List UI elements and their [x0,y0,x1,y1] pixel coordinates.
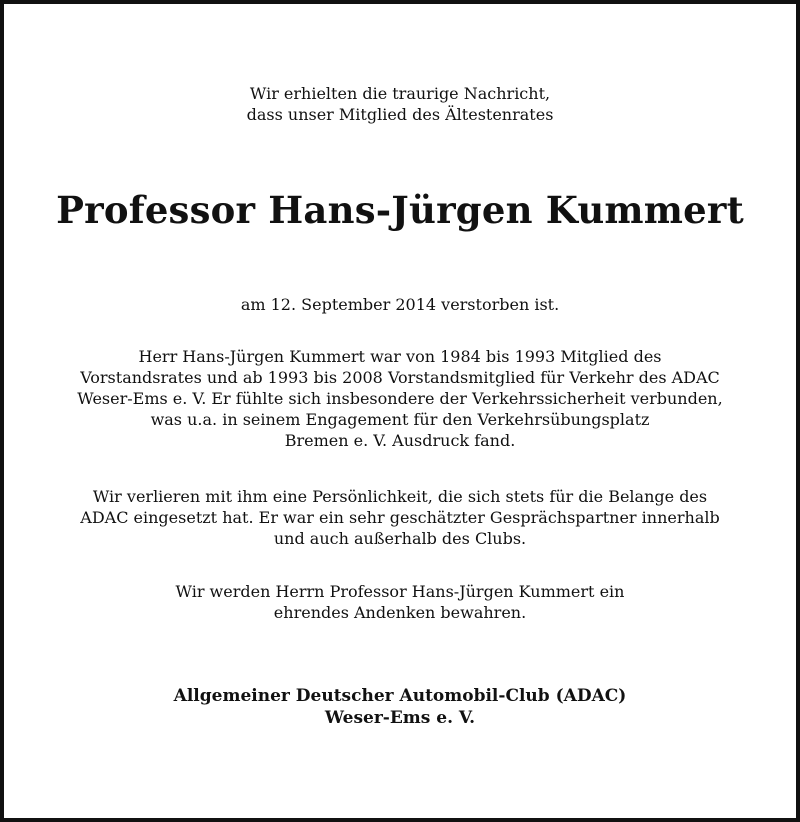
tribute-paragraph [0,486,800,549]
paragraph-line: ehrendes Andenken bewahren. [273,603,527,622]
paragraph-line: und auch außerhalb des Clubs. [273,529,527,548]
intro-text [0,83,800,125]
paragraph-line: Weser-Ems e. V. Er fühlte sich insbesondere der Verkehrssicherheit verbunden, [77,389,723,408]
organization-signature [0,685,800,729]
organization-branch: Weser-Ems e. V. [324,708,476,728]
intro-line: dass unser Mitglied des Ältestenrates [246,105,554,124]
paragraph-line: was u.a. in seinem Engagement für den Verkehrsübungsplatz [150,410,650,429]
organization-name: Allgemeiner Deutscher Automobil-Club (ADAC) [173,686,627,706]
paragraph-line: Wir werden Herrn Professor Hans-Jürgen Kummert ein [175,582,625,601]
paragraph-line: Wir verlieren mit ihm eine Persönlichkeit, die sich stets für die Belange des [92,487,708,506]
paragraph-line: Bremen e. V. Ausdruck fand. [284,431,516,450]
paragraph-line: Vorstandsrates und ab 1993 bis 2008 Vorstandsmitglied für Verkehr des ADAC [80,368,720,387]
deceased-name: Professor Hans-Jürgen Kummert [56,188,744,232]
remembrance-paragraph [0,581,800,623]
intro-line: Wir erhielten die traurige Nachricht, [249,84,551,103]
biography-paragraph [0,346,800,451]
paragraph-line: ADAC eingesetzt hat. Er war ein sehr geschätzter Gesprächspartner innerhalb [80,508,720,527]
death-date-line: am 12. September 2014 verstorben ist. [240,295,560,314]
paragraph-line: Herr Hans-Jürgen Kummert war von 1984 bis 1993 Mitglied des [138,347,662,366]
